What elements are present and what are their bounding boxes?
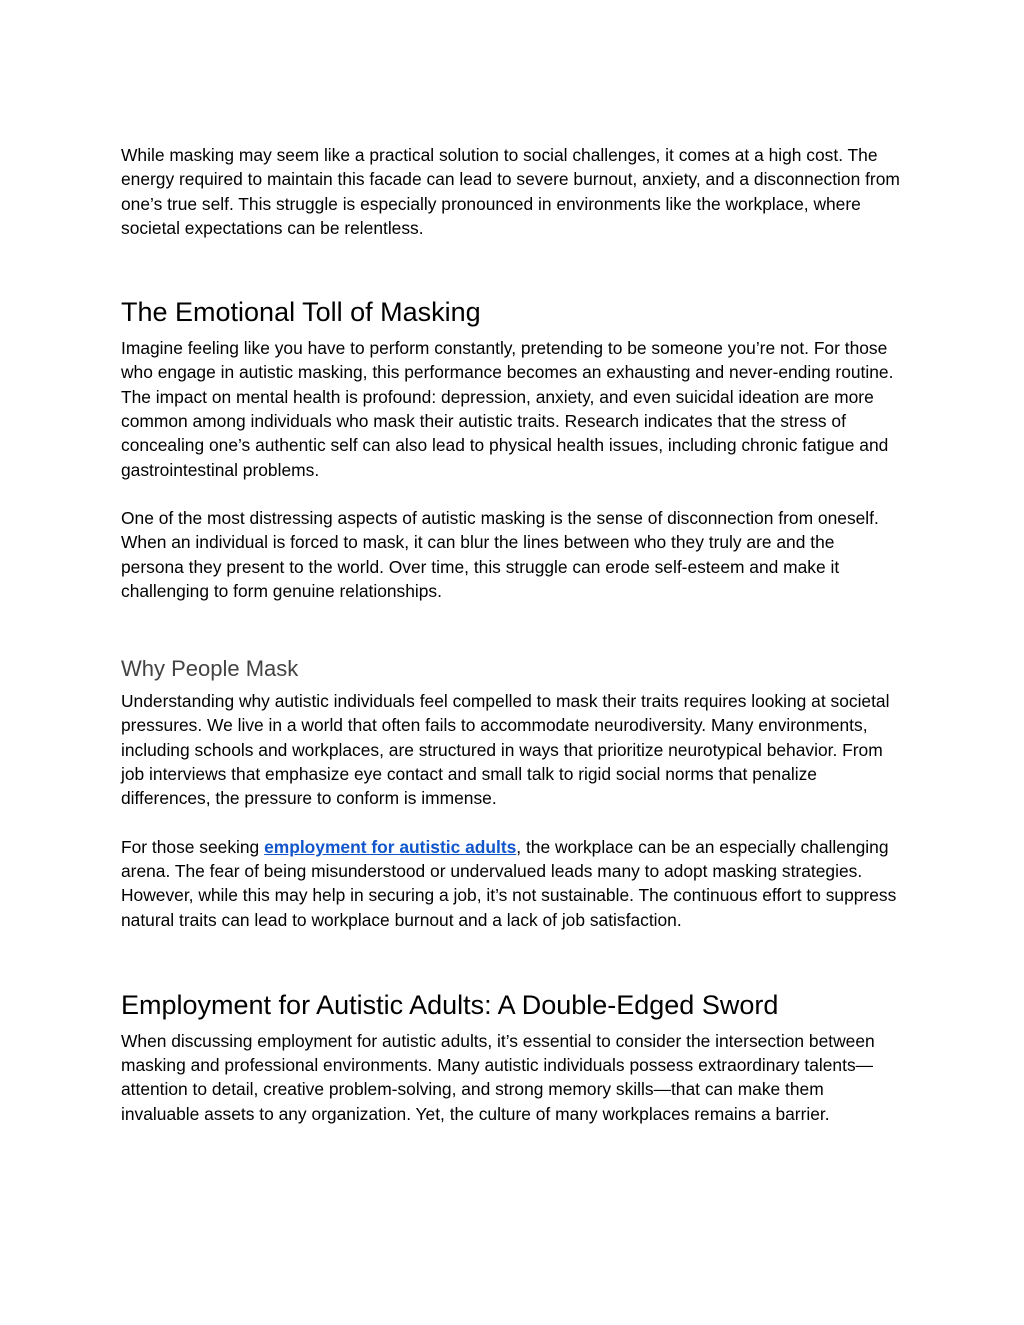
employment-autistic-adults-link[interactable]: employment for autistic adults <box>264 836 517 857</box>
why-mask-paragraph-2-lead: For those seeking <box>121 836 265 857</box>
heading-emotional-toll: The Emotional Toll of Masking <box>121 297 481 328</box>
heading-why-people-mask: Why People Mask <box>121 656 299 682</box>
why-mask-paragraph-1: Understanding why autistic individuals feel compelled to mask their traits requires looking at societal pressures. We live in a world that often fails to accommodate neurodiversity. Many environments, including schools and workplaces, are structured in ways that prioritize neurotypical behavior. From job interviews that emphasize eye contact and small talk to rigid social norms that penalize differences, the pressure to conform is immense. <box>121 691 890 809</box>
why-mask-paragraph-2 <box>121 835 901 932</box>
heading-employment: Employment for Autistic Adults: A Double-Edged Sword <box>121 989 779 1020</box>
why-mask-paragraph-2-rest: , the workplace can be an especially challenging arena. The fear of being misunderstood or undervalued leads many to adopt masking strategies. However, while this may help in securing a job, it’s not sustainable. The continuous effort to suppress natural traits can lead to workplace burnout and a lack of job satisfaction. <box>121 836 897 930</box>
document-page <box>121 143 901 1126</box>
employment-paragraph-1: When discussing employment for autistic adults, it’s essential to consider the intersection between masking and professional environments. Many autistic individuals possess extraordinary talents—attention to detail, creative problem-solving, and strong memory skills—that can make them invaluable assets to any organization. Yet, the culture of many workplaces remains a barrier. <box>121 1030 875 1124</box>
emotional-toll-paragraph-2: One of the most distressing aspects of autistic masking is the sense of disconnection from oneself. When an individual is forced to mask, it can blur the lines between who they truly are and the persona they present to the world. Over time, this struggle can erode self-esteem and make it challenging to form genuine relationships. <box>121 507 879 601</box>
intro-paragraph: While masking may seem like a practical solution to social challenges, it comes at a high cost. The energy required to maintain this facade can lead to severe burnout, anxiety, and a disconnection from one’s true self. This struggle is especially pronounced in environments like the workplace, where societal expectations can be relentless. <box>121 145 900 238</box>
emotional-toll-paragraph-1: Imagine feeling like you have to perform constantly, pretending to be someone you’re not. For those who engage in autistic masking, this performance becomes an exhausting and never-ending routine. The impact on mental health is profound: depression, anxiety, and even suicidal ideation are more common among individuals who mask their autistic traits. Research indicates that the stress of concealing one’s authentic self can also lead to physical health issues, including chronic fatigue and gastrointestinal problems. <box>121 338 894 480</box>
